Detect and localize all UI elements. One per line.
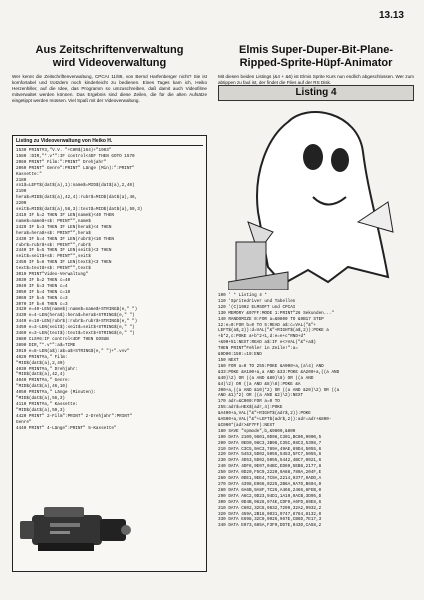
right-headline-line-2: Ripped-Sprite-Hüpf-Animator: [239, 57, 393, 69]
code-line: "MID$(dat$(a),59,3): [16, 407, 65, 413]
code-line: "MID$(dat$(a),46,10): [16, 384, 68, 390]
code-line: 4440 PRINT" 4-Länge":PRINT" 5-Kassette": [16, 425, 117, 431]
listing-4-banner: Listing 4: [218, 85, 414, 101]
code-line: 2060 PRINT" Film:":PRINT" Drehjahr": [16, 159, 107, 165]
code-line: &40)\2) OR ((a AND &80)\8) OR ((a AND: [218, 375, 314, 381]
code-line: 4050 PRINT#a," Länge (Minuten):: [16, 390, 96, 396]
code-line: &4)\2) OR ((a AND &8)\8):POKE &A: [218, 381, 301, 387]
code-line: 140 RANDOMIZE 0:FOR a=&9800 TO &9B17 STEP: [218, 316, 324, 322]
code-line: 1580 :DIR,"*.v*":IF control<4DF THEN GOTO 1570: [16, 153, 135, 159]
code-line: 240 DATA 4DF8,9E07,04BC,ED69,5EB8,2177,8: [218, 464, 322, 470]
right-article-header: [218, 44, 414, 86]
code-line: seit$=seit$+s$: PRINT"",seit$: [16, 254, 91, 260]
code-line: 3460 e=3-LEN(text$):text$=text$+STRING$(e," "): [16, 331, 135, 337]
code-line: AND &1)*2) OR ((a AND &2)\2):NEXT: [218, 393, 304, 399]
left-intro: Wer kennt die Zeitschriftenverwaltung, CPCAI 11/89, von Bernd Harfenberger nicht? Sie ist komfortabel und trotzdem noch kinderleicht zu bedienen. Eines Tages kam ich, Heiko Herzenhiller, auf die Idee, das Programm so umzuschreiben, daß damit auch Videofilme mitverwaltet werden können. Das Ergebnis sind diese Zeilen, die für die alten Aufsätze eingetippt werden müssen. Viel Spaß mit der Videoverwaltung.: [12, 74, 207, 103]
code-line: 3010 PRINT"Video-Verwaltung": [16, 272, 89, 278]
right-code-listing: [218, 293, 414, 529]
code-line: 300+a,((a AND &10)*2) OR ((a AND &20)\2) OR ((a: [218, 387, 340, 393]
code-line: 3040 IF b=3 THEN c=4: [16, 283, 68, 289]
code-line: 3060 IF b=5 THEN c=3: [16, 295, 68, 301]
code-line: 3440 e=10-LEN(rubr$):rubr$=rubr$+STRING$(e," "): [16, 319, 138, 325]
code-line: 2190: [16, 189, 27, 195]
code-line: 260 DATA 0DE1,9EE4,7C9A,2214,9377,9ADD,A: [218, 476, 322, 482]
code-line: 280 DATA 6A6B,9A8F,7C26,A466,2466,6FEB,0: [218, 487, 322, 493]
left-code-listing: [16, 148, 203, 432]
code-line: 220 DATA 5453,5D02,5055,5453,5FC7,5055,6: [218, 452, 322, 458]
code-line: +&90+51:NEXT:READ a$:IF e<>VAL("&"+a$): [218, 340, 316, 346]
code-line: 1530 PRINT#3,"V.V. "+CHR$(164)+"1993": [16, 148, 112, 153]
code-line: 120 '(C)1992 ELMSOFT und CPCAI: [218, 304, 296, 310]
code-line: name$=name$+s$: PRINT"",name$: [16, 218, 91, 224]
code-line: 3030 IF b=2 THEN c=40: [16, 277, 71, 283]
code-line: 100 ' * Listing 4 *: [218, 293, 267, 298]
code-line: 3050 IF b=4 THEN c=10: [16, 289, 71, 295]
code-line: 200 DATA 0ED0,98C3,3B98,C35C,98C3,5398,7: [218, 440, 322, 446]
code-line: hera$=hera$+s$: PRINT"",hera$: [16, 230, 91, 236]
ghost-cartoon-illustration: [228, 102, 400, 290]
code-line: 300 DATA 0D4B,0626,974E,CDF9,A6FD,89E8,6: [218, 499, 322, 505]
code-line: 160 FOR a=0 TO 255:POKE &A000+a,(a\4) AND: [218, 363, 324, 369]
code-line: 130 MEMORY &97FF:MODE 1:PRINT"26 Sekunden...": [218, 310, 335, 316]
camcorder-illustration: [14, 487, 132, 567]
code-line: "MID$(dat$(a),42,4): [16, 372, 65, 378]
code-line: &C000*(adr>&F7FF):NEXT: [218, 422, 275, 428]
code-line: 110 'Spritedriver und Tabellen: [218, 298, 296, 304]
code-line: 150 NEXT: [218, 357, 239, 363]
code-line: 3910 e=8-LEN(a$):a$=a$+STRING$(e," ")+".vvv": [16, 348, 130, 354]
code-line: Genre": [16, 419, 32, 425]
code-line: 4110 PRINT#a," Kassette:: [16, 401, 78, 407]
code-line: 3880 CLS#6:IF control<4DF THEN GOSUB: [16, 337, 109, 342]
code-line: 230 DATA 4D53,5D02,5055,5442,4BC7,0021,6: [218, 458, 322, 464]
code-line: 3450 e=3-LEN(seit$):seit$=seit$+STRING$(e," "): [16, 325, 135, 331]
code-line: 320 DATA 459A,2B18,9031,9747,8784,8132,0: [218, 511, 322, 517]
code-line: 3430 e=4-LEN(hera$):hera$=hera$+STRING$(e," "): [16, 313, 135, 319]
code-line: 170 adr=&C000:FOR a=0 TO: [218, 399, 280, 405]
code-line: 2430 IF b=4 THEN IF LEN(rubr$)<10 THEN: [16, 236, 114, 242]
code-line: 180 SAVE "spmode",b,&9800,&800: [218, 428, 296, 434]
code-line: 270 DATA 4398,E066,0225,2B6A,9A7D,B604,0: [218, 482, 322, 487]
code-line: &33:POKE &A100+a,a AND &33:POKE &A200+a,((a AND: [218, 369, 340, 375]
right-headline-line-1: Elmis Super-Duper-Bit-Plane-: [238, 44, 394, 56]
code-line: &A400+a,VAL("&"+RIGHT$(adr$,2)):POKE: [218, 411, 311, 417]
code-line: 4020 PRINT#a," Film:: [16, 354, 68, 360]
left-headline-line-2: wird Videoverwaltung: [52, 57, 167, 69]
code-line: 3420 e=40-LEN(name$):name$=name$+STRING$(e," "): [16, 307, 138, 313]
code-line: 255:adr$=HEX$(adr,4):POKE: [218, 405, 283, 411]
code-line: 2450 IF b=6 THEN IF LEN(text$)<3 THEN: [16, 260, 112, 266]
code-line: THEN PRINT"Fehler in Zeile!":a=: [218, 346, 298, 352]
code-line: 4030 PRINT#a," Drehjahr:: [16, 366, 78, 372]
code-line: hera$=MID$(dat$(a),42,4):rubr$=MID$(dat$(a),46,: [16, 195, 138, 201]
code-line: 190 DATA 2109,9801,0D98,C301,BC00,0000,5: [218, 434, 322, 440]
left-headline-line-1: Aus Zeitschriftenverwaltung: [35, 44, 184, 56]
code-line: rubr$=rubr$+s$: PRINT"",rubr$: [16, 242, 91, 248]
page-number: 13.13: [378, 10, 404, 21]
code-line: 3890 DIR,"*.v*":a$=TIME: [16, 342, 76, 348]
code-line: 210 DATA C3C5,9AC3,789A,49AE,69D4,5055,6: [218, 446, 322, 452]
code-line: 2420 IF b=3 THEN IF LEN(hera$)<4 THEN: [16, 224, 112, 230]
code-line: LEFT$(a$,2)):d=VAL("&"+RIGHT$(a$,2)):POKE a: [218, 328, 329, 334]
code-line: 2200: [16, 201, 27, 207]
code-line: 2060 PRINT" Genre":PRINT" Länge (Min):":PRINT": [16, 165, 135, 171]
code-line: 12:e=0:FOR b=0 TO 5:READ a$:c=VAL("&"+: [218, 322, 316, 328]
right-headline: [218, 44, 414, 70]
code-line: seit$=MID$(dat$(a),56,3):text$=MID$(dat$(a),59,3): [16, 207, 143, 213]
code-line: 2410 IF b=2 THEN IF LEN(name$)<40 THEN: [16, 212, 114, 218]
code-line: +b*2,c:POKE a+b*2+1,d:e=e+c*RND+d*: [218, 334, 306, 340]
code-line: "MID$(dat$(a),2,40): [16, 360, 65, 366]
right-intro: Mit diesen beiden Listings (&4 + &6) ist Elmis Sprite Kurs nun endlich abgeschlossen. Wer zum abtippen zu faul ist, der findet die Files auf der RS Disk.: [218, 74, 414, 85]
code-line: text$=text$+s$: PRINT"",text$: [16, 266, 91, 272]
code-line: Kassette:": [16, 171, 42, 177]
code-line: &A500+a,VAL("&"+LEFT$(adr$,2)):adr=adr+&800-: [218, 417, 332, 423]
code-line: 310 DATA C602,32C8,9832,7299,32A2,9932,2: [218, 505, 322, 511]
code-line: 340 DATA E073,685A,F3F9,DD7E,043D,CA58,2: [218, 523, 322, 529]
code-line: 4420 PRINT" 2-Film":PRINT" 2-Drehjahr":PRINT": [16, 413, 133, 419]
code-line: &9D00:150:=19:END: [218, 352, 262, 358]
code-line: 290 DATA A6C2,9D23,94D1,1A19,9ACB,3D95,D: [218, 493, 322, 499]
code-line: 3070 IF b=6 THEN c=3: [16, 301, 68, 307]
code-line: "MID$(dat$(a),56,3): [16, 396, 65, 402]
left-article-header: [12, 44, 207, 104]
left-listing-title: Listing zu Videoverwaltung von Heiko H.: [16, 138, 203, 146]
code-line: 4040 PRINT#a," Genre:: [16, 378, 71, 384]
code-line: 2440 IF b=5 THEN IF LEN(seit$)<3 THEN: [16, 248, 112, 254]
code-line: 330 DATA E698,32C0,9926,967E,CB6D,7E17,3: [218, 517, 322, 523]
code-line: 250 DATA 0D20,F5C9,2220,9A88,780A,204F,E: [218, 470, 322, 476]
code-line: 2180: [16, 177, 27, 183]
code-line: sn1$=LEFT$(dat$(a),1):name$=MID$(dat$(a),2,40): [16, 183, 135, 189]
left-headline: [12, 44, 207, 70]
